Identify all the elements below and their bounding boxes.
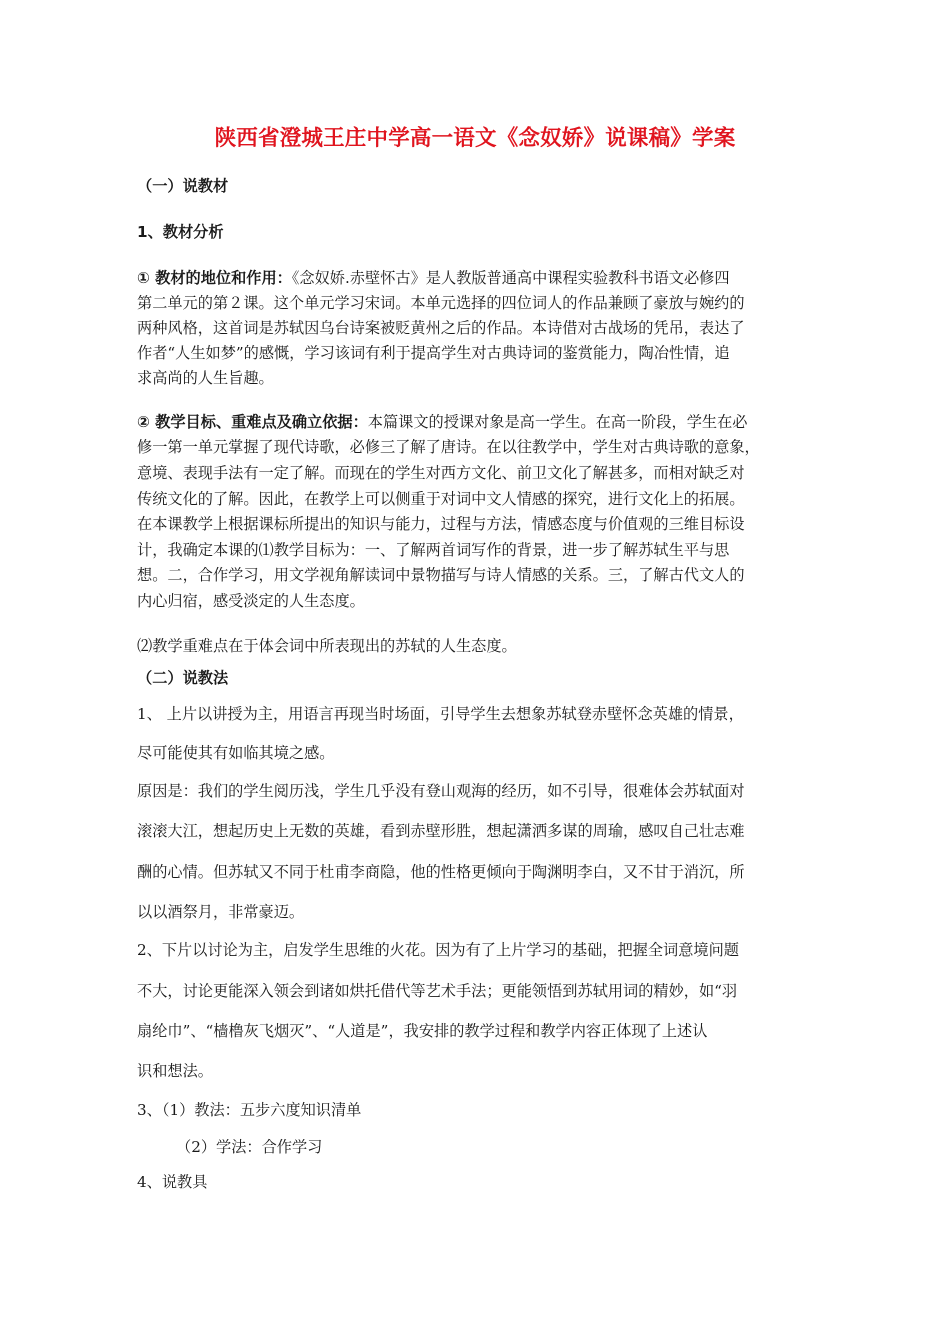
section-heading-teaching-material: （一）说教材 [137, 177, 229, 195]
paragraph-line: 在本课教学上根据课标所提出的知识与能力，过程与方法，情感态度与价值观的三维目标设 [137, 515, 745, 533]
paragraph-text: 《念奴娇.赤壁怀古》是人教版普通高中课程实验教科书语文必修四 [291, 269, 730, 287]
paragraph-label: ② 教学目标、重难点及确立依据： [137, 413, 368, 431]
paragraph-line: 尽可能使其有如临其境之感。 [137, 744, 335, 762]
paragraph-line: 作者“人生如梦”的感慨，学习该词有利于提高学生对古典诗词的鉴赏能力，陶冶性情，追 [137, 344, 730, 362]
paragraph-line: 计，我确定本课的⑴教学目标为：一、了解两首词写作的背景，进一步了解苏轼生平与思 [137, 541, 730, 559]
paragraph-line: 3、（1）教法：五步六度知识清单 [137, 1101, 362, 1119]
paragraph-line: 想。二，合作学习，用文学视角解读词中景物描写与诗人情感的关系。三，了解古代文人的 [137, 566, 745, 584]
paragraph-line: 不大，讨论更能深入领会到诸如烘托借代等艺术手法；更能领悟到苏轼用词的精妙，如“羽 [137, 982, 738, 1000]
paragraph-line: 第二单元的第２课。这个单元学习宋词。本单元选择的四位词人的作品兼顾了豪放与婉约的 [137, 294, 745, 312]
paragraph-line: 以以酒祭月，非常豪迈。 [137, 903, 305, 921]
paragraph-line: 修一第一单元掌握了现代诗歌，必修三了解了唐诗。在以往教学中，学生对古典诗歌的意象， [137, 438, 760, 456]
paragraph-line [137, 268, 730, 288]
paragraph-line: 2、下片以讨论为主，启发学生思维的火花。因为有了上片学习的基础，把握全词意境问题 [137, 941, 739, 959]
paragraph-line [137, 412, 747, 432]
subheading-material-analysis: 1、教材分析 [137, 223, 224, 241]
paragraph-line: 扇纶巾”、“樯橹灰飞烟灭”、“人道是”，我安排的教学过程和教学内容正体现了上述认 [137, 1022, 708, 1040]
paragraph-line: 两种风格，这首词是苏轼因乌台诗案被贬黄州之后的作品。本诗借对古战场的凭吊，表达了 [137, 319, 745, 337]
paragraph-line: 识和想法。 [137, 1062, 213, 1080]
paragraph-line: 意境、表现手法有一定了解。而现在的学生对西方文化、前卫文化了解甚多，而相对缺乏对 [137, 464, 745, 482]
paragraph-label: ① 教材的地位和作用： [137, 269, 292, 287]
paragraph-line: （2）学法：合作学习 [176, 1138, 323, 1156]
paragraph-line: 4、说教具 [137, 1173, 208, 1191]
paragraph-line: 传统文化的了解。因此，在教学上可以侧重于对词中文人情感的探究，进行文化上的拓展。 [137, 490, 745, 508]
paragraph-line: 求高尚的人生旨趣。 [137, 369, 274, 387]
paragraph-line: ⑵教学重难点在于体会词中所表现出的苏轼的人生态度。 [137, 637, 517, 655]
paragraph-line: 1、 上片以讲授为主，用语言再现当时场面，引导学生去想象苏轼登赤壁怀念英雄的情景， [137, 705, 744, 723]
paragraph-line: 原因是：我们的学生阅历浅，学生几乎没有登山观海的经历，如不引导，很难体会苏轼面对 [137, 782, 745, 800]
paragraph-line: 酬的心情。但苏轼又不同于杜甫李商隐，他的性格更倾向于陶渊明李白，又不甘于消沉，所 [137, 863, 745, 881]
document-title: 陕西省澄城王庄中学高一语文《念奴娇》说课稿》学案 [214, 126, 736, 151]
paragraph-text: 本篇课文的授课对象是高一学生。在高一阶段，学生在必 [367, 413, 748, 431]
paragraph-line: 滚滚大江，想起历史上无数的英雄，看到赤壁形胜，想起潇洒多谋的周瑜，感叹自己壮志难 [137, 822, 745, 840]
paragraph-line: 内心归宿，感受淡定的人生态度。 [137, 592, 365, 610]
section-heading-teaching-method: （二）说教法 [137, 669, 229, 687]
